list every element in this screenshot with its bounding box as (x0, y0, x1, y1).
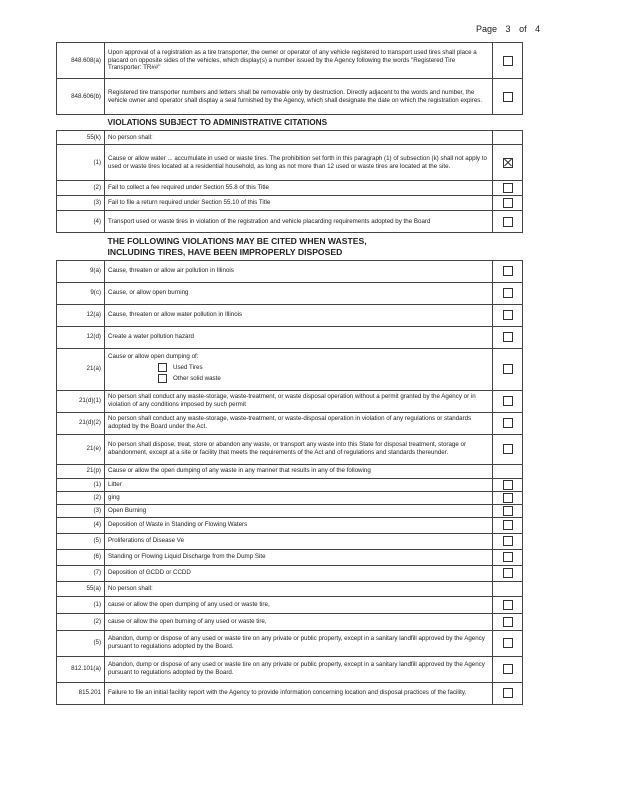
checkbox[interactable] (503, 493, 513, 503)
checkbox[interactable] (503, 600, 513, 610)
table-row (57, 348, 523, 390)
table-row (57, 478, 523, 491)
section-code: 55(a) (57, 581, 105, 596)
checkbox[interactable] (503, 217, 513, 227)
section-code: 21(a) (57, 348, 105, 390)
option-other-solid-waste[interactable] (158, 374, 489, 383)
table-row (57, 43, 523, 79)
section-code: (4) (57, 517, 105, 533)
section-code: (3) (57, 504, 105, 517)
section-code: (1) (57, 596, 105, 613)
table-row (57, 533, 523, 549)
section-heading-row (57, 233, 523, 260)
section-code: 815.201 (57, 682, 105, 704)
section-title-line2: INCLUDING TIRES, HAVE BEEN IMPROPERLY DISPOSED (107, 246, 343, 257)
table-row (57, 304, 523, 326)
violation-text: No person shall dispose, treat, store or abandon any waste, or transport any waste into this State for disposal treatment, storage or abandonment, except at a site or facility that meets the requirements of the Act and of regulations and standards thereunder. (105, 434, 493, 464)
violation-text: Litter (105, 478, 493, 491)
checkbox[interactable] (503, 364, 513, 374)
checkbox[interactable] (503, 536, 513, 546)
violation-text: Cause or allow the open dumping of any waste in any manner that results in any of the following (105, 464, 493, 478)
checkbox[interactable] (503, 288, 513, 298)
violation-text: Upon approval of a registration as a tire transporter, the owner or operator of any vehicle registered to transport used tires shall place a placard on opposite sides of the vehicles, which display(s) a number issued by the Agency following the words "Registered Tire Transporter: TR##" (105, 43, 493, 79)
option-used-tires[interactable] (158, 363, 489, 372)
section-code: (2) (57, 181, 105, 196)
violation-text: cause or allow the open dumping of any used or waste tire, (105, 596, 493, 613)
table-row (57, 549, 523, 565)
section-code: 21(d)(1) (57, 390, 105, 412)
table-row (57, 517, 523, 533)
table-row (57, 390, 523, 412)
section-code: (6) (57, 549, 105, 565)
of-label: of (519, 24, 527, 34)
violation-text: Create a water pollution hazard (105, 326, 493, 348)
section-code: (2) (57, 613, 105, 630)
violation-text: Registered tire transporter numbers and letters shall be removable only by destruction. Directly adjacent to the words and number, the vehicle owner and operator shall display a seal furnished by the Agency, which shall designate the date on which the registration expires. (105, 79, 493, 115)
table-row (57, 630, 523, 656)
checkbox[interactable] (503, 617, 513, 627)
checkbox[interactable] (503, 183, 513, 193)
violations-table (56, 42, 523, 705)
section-code: 848.606(b) (57, 79, 105, 115)
table-row (57, 181, 523, 196)
total-pages: 4 (535, 24, 541, 34)
section-code: (3) (57, 196, 105, 211)
table-row (57, 581, 523, 596)
section-code: (1) (57, 478, 105, 491)
checkbox[interactable] (503, 552, 513, 562)
section-code: (5) (57, 533, 105, 549)
violation-text: Cause or allow water ... accumulate in used or waste tires. The prohibition set forth in this paragraph (1) of subsection (k) shall not apply to used or waste tires located at a residential household, as long as not more than 12 used or waste tires are located at the site. (105, 145, 493, 181)
violation-text: Fail to file a return required under Section 55.10 of this Title (105, 196, 493, 211)
option-label: Other solid waste (173, 374, 221, 382)
section-code: (4) (57, 211, 105, 233)
table-row (57, 464, 523, 478)
section-code: 9(a) (57, 260, 105, 282)
section-code: 21(d)(2) (57, 412, 105, 434)
checkbox[interactable] (503, 198, 513, 208)
checkbox[interactable] (503, 332, 513, 342)
table-row (57, 412, 523, 434)
checkbox[interactable] (503, 396, 513, 406)
violation-text: Transport used or waste tires in violation of the registration and vehicle placarding requirements adopted by the Board (105, 211, 493, 233)
violation-text: Fail to collect a fee required under Section 55.8 of this Title (105, 181, 493, 196)
table-row (57, 656, 523, 682)
table-row (57, 504, 523, 517)
section-code: 12(a) (57, 304, 105, 326)
page-label: Page (476, 24, 498, 34)
table-row (57, 260, 523, 282)
violation-text: No person shall conduct any waste-storage, waste-treatment, or waste-disposal operation in violation of any regulations or standards adopted by the Board under the Act. (105, 412, 493, 434)
current-page: 3 (505, 24, 511, 34)
table-row (57, 434, 523, 464)
checkbox[interactable] (158, 363, 167, 372)
checkbox[interactable] (503, 688, 513, 698)
checkbox[interactable] (503, 92, 513, 102)
section-title (105, 233, 523, 260)
section-code: (2) (57, 491, 105, 504)
option-label: Used Tires (173, 363, 203, 371)
violation-text: Deposition of GCDD or CCDD (105, 565, 493, 581)
violation-text: Cause, or allow open burning (105, 282, 493, 304)
section-heading-row (57, 115, 523, 131)
section-code: (1) (57, 145, 105, 181)
violation-text: Cause, threaten or allow air pollution in Illinois (105, 260, 493, 282)
violation-text: Abandon, dump or dispose of any used or waste tire on any private or public property, except in a sanitary landfill approved by the Agency pursuant to regulations adopted by the Board. (105, 656, 493, 682)
checkbox[interactable] (503, 444, 513, 454)
table-row (57, 145, 523, 181)
violation-text: No person shall conduct any waste-storage, waste-treatment, or waste disposal operation without a permit granted by the Agency or in violation of any conditions imposed by such permit (105, 390, 493, 412)
violation-text: Cause, threaten or allow water pollution in Illinois (105, 304, 493, 326)
checkbox[interactable] (503, 520, 513, 530)
table-row (57, 565, 523, 581)
table-row (57, 326, 523, 348)
checkbox[interactable] (503, 266, 513, 276)
violation-text: No person shall: (105, 131, 493, 145)
table-row (57, 596, 523, 613)
checkbox[interactable] (503, 310, 513, 320)
section-code: 812.101(a) (57, 656, 105, 682)
checkbox[interactable] (503, 568, 513, 578)
checkbox[interactable] (503, 638, 513, 648)
violation-text: Failure to file an initial facility report with the Agency to provide information concerning location and disposal practices of the facility. (105, 682, 493, 704)
checkbox[interactable] (503, 664, 513, 674)
violation-text: cause or allow the open burning of any used or waste tire, (105, 613, 493, 630)
violation-text: Standing or Flowing Liquid Discharge from the Dump Site (105, 549, 493, 565)
checkbox[interactable] (503, 506, 513, 516)
violation-text: Cause or allow open dumping of: (108, 353, 199, 361)
checkbox-checked[interactable] (503, 158, 513, 168)
table-row (57, 196, 523, 211)
violation-text: Proliferations of Disease Ve (105, 533, 493, 549)
table-row (57, 131, 523, 145)
section-code: 21(e) (57, 434, 105, 464)
section-code: 9(c) (57, 282, 105, 304)
section-title-line1: THE FOLLOWING VIOLATIONS MAY BE CITED WHEN WASTES, (107, 236, 367, 247)
violation-text: Deposition of Waste in Standing or Flowing Waters (105, 517, 493, 533)
checkbox[interactable] (503, 56, 513, 66)
table-row (57, 613, 523, 630)
section-code: 55(k) (57, 131, 105, 145)
checkbox[interactable] (158, 374, 167, 383)
section-code: 848.608(a) (57, 43, 105, 79)
table-row (57, 211, 523, 233)
section-code: 21(p) (57, 464, 105, 478)
section-code: (5) (57, 630, 105, 656)
table-row (57, 282, 523, 304)
checkbox[interactable] (503, 418, 513, 428)
section-title: VIOLATIONS SUBJECT TO ADMINISTRATIVE CITATIONS (107, 118, 328, 127)
table-row (57, 682, 523, 704)
checkbox[interactable] (503, 480, 513, 490)
section-code: 12(d) (57, 326, 105, 348)
violation-text: No person shall: (105, 581, 493, 596)
violation-text: Open Burning (105, 504, 493, 517)
table-row (57, 491, 523, 504)
section-code: (7) (57, 565, 105, 581)
violation-text: ging (105, 491, 493, 504)
violation-text: Abandon, dump or dispose of any used or waste tire on any private or public property, except in a sanitary landfill approved by the Agency pursuant to regulations adopted by the Board. (105, 630, 493, 656)
table-row (57, 79, 523, 115)
page-number (476, 24, 546, 34)
